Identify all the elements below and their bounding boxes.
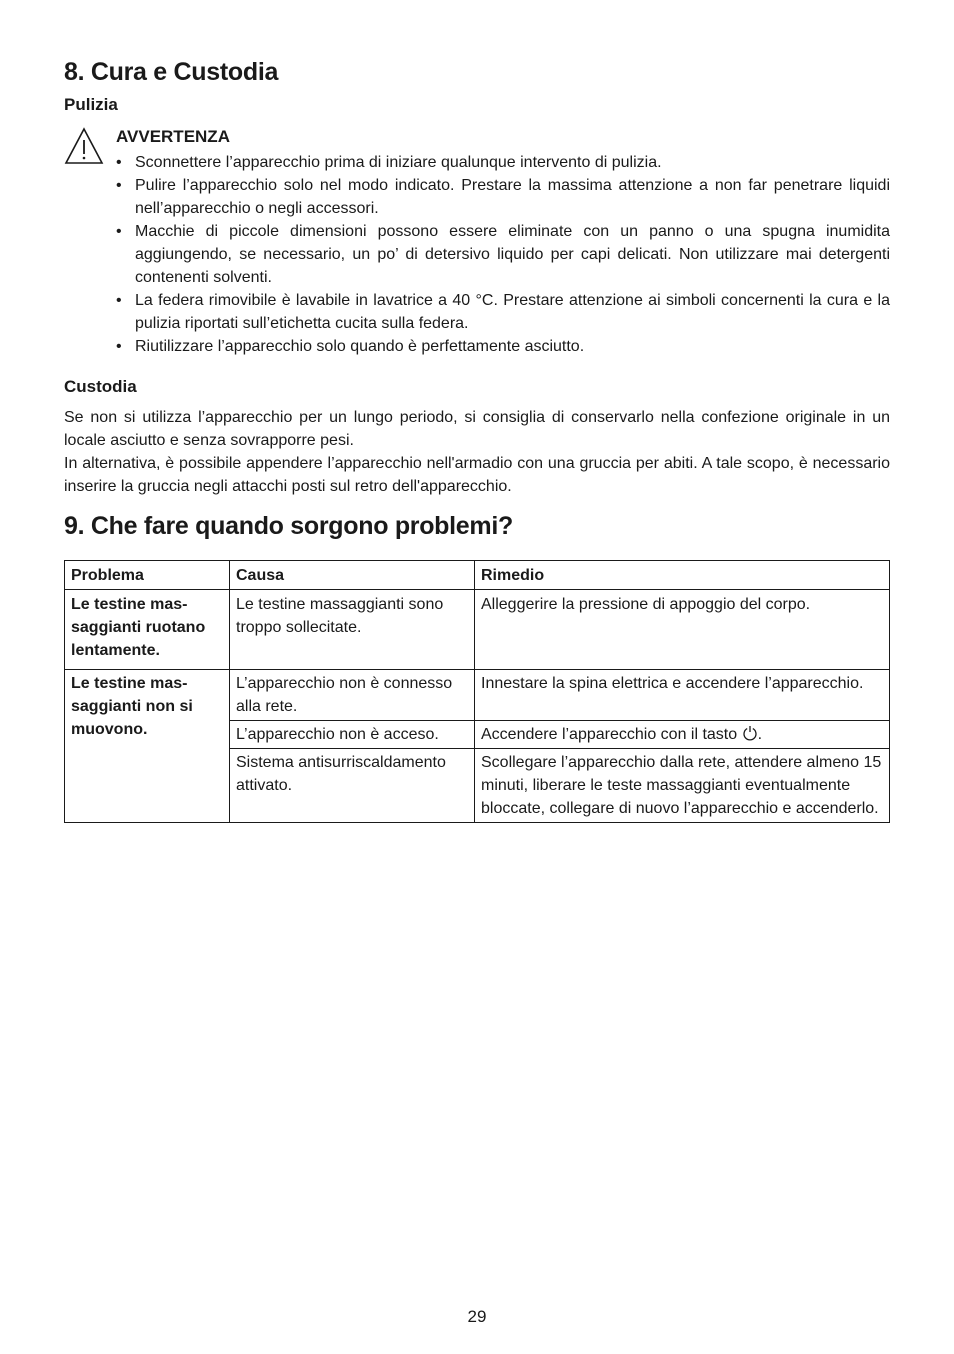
section-9-title: 9. Che fare quando sorgono problemi?	[64, 512, 513, 540]
pulizia-heading: Pulizia	[64, 95, 118, 114]
custodia-heading: Custodia	[64, 377, 137, 396]
custodia-paragraph: Se non si utilizza l’apparecchio per un lungo periodo, si consiglia di conservarlo nella confezione originale in un locale asciutto e senza sovrapporre pesi.	[64, 409, 890, 449]
section-8-title: 8. Cura e Custodia	[64, 58, 279, 86]
header-cause: Causa	[230, 561, 475, 590]
remedy-cell: Alleggerire la pressione di appoggio del corpo.	[475, 590, 890, 670]
page-number: 29	[467, 1307, 487, 1326]
remedy-cell	[475, 721, 890, 749]
warning-item: • Sconnettere l’apparecchio prima di iniziare qualunque intervento di pulizia.	[116, 151, 890, 174]
cause-cell: Le testine massaggianti sono troppo sollecitate.	[230, 590, 475, 670]
cause-cell: Sistema antisurriscaldamento attivato.	[230, 749, 475, 823]
problem-cell: Le testine massaggianti non si muovono.	[65, 670, 230, 823]
header-problem: Problema	[65, 561, 230, 590]
custodia-text	[64, 406, 890, 498]
warning-item: • La federa rimovibile è lavabile in lavatrice a 40 °C. Prestare attenzione ai simboli concernenti la cura e la pulizia riportati sull’etichetta cucita sulla federa.	[116, 289, 890, 335]
remedy-text: Accendere l’apparecchio con il tasto	[481, 726, 738, 743]
table-header-row	[65, 561, 890, 590]
table-row	[65, 590, 890, 670]
warning-title: AVVERTENZA	[116, 127, 230, 146]
warning-item: • Pulire l’apparecchio solo nel modo indicato. Prestare la massima attenzione a non far penetrare liquidi nell’apparecchio o negli accessori.	[116, 174, 890, 220]
warning-item: • Macchie di piccole dimensioni possono essere eliminate con un panno o una spugna inumidita aggiungendo, se necessario, un po’ di detersivo liquido per capi delicati. Non utilizzare mai detergenti contenenti solventi.	[116, 220, 890, 289]
warning-item: • Riutilizzare l’apparecchio solo quando è perfettamente asciutto.	[116, 335, 890, 358]
problem-cell: Le testine massaggianti ruotano lentamente.	[65, 590, 230, 670]
remedy-suffix: .	[757, 726, 763, 743]
power-icon	[742, 725, 758, 741]
custodia-paragraph: In alternativa, è possibile appendere l’apparecchio nell'armadio con una gruccia per abiti. A tale scopo, è necessario inserire la gruccia negli attacchi posti sul retro dell'apparecchio.	[64, 455, 890, 495]
warning-triangle-icon	[64, 127, 104, 165]
remedy-cell: Scollegare l’apparecchio dalla rete, attendere almeno 15 minuti, liberare le teste massaggianti eventualmente bloccate, collegare di nuovo l’apparecchio e accenderlo.	[475, 749, 890, 823]
cause-cell: L’apparecchio non è connesso alla rete.	[230, 670, 475, 721]
troubleshooting-table	[64, 560, 890, 823]
warning-list	[116, 151, 890, 358]
cause-cell: L’apparecchio non è acceso.	[230, 721, 475, 749]
header-remedy: Rimedio	[475, 561, 890, 590]
table-row	[65, 670, 890, 721]
remedy-cell: Innestare la spina elettrica e accendere l’apparecchio.	[475, 670, 890, 721]
